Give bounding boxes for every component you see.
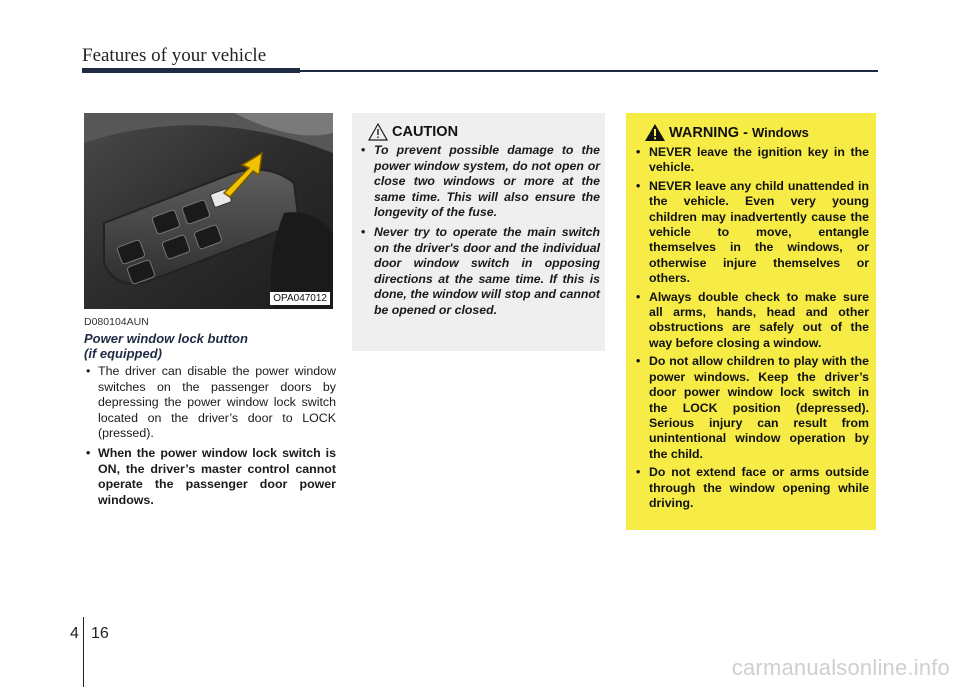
warning-header	[644, 123, 809, 142]
caution-header	[368, 123, 458, 141]
footer-divider	[83, 617, 84, 687]
warning-label: WARNING -	[669, 124, 748, 141]
header-rule-thick	[82, 68, 300, 73]
page-header-title: Features of your vehicle	[82, 45, 267, 66]
list-item: • NEVER leave any child unattended in the vehicle. Even very young children may inadvertently cause the vehicle to move, entangle themselves in the windows, or otherwise injure themselves or others.	[635, 179, 869, 287]
watermark: carmanualsonline.info	[731, 655, 950, 680]
list-item: • Never try to operate the main switch on the driver's door and the individual door window switch in opposing directions at the same time. If this is done, the window will stop and cannot be opened or closed.	[360, 225, 600, 319]
caution-label: CAUTION	[392, 124, 459, 140]
list-item: • To prevent possible damage to the power window system, do not open or close two windows or more at the same time. This will also ensure the longevity of the fuse.	[360, 143, 600, 221]
header-rule-thin	[300, 70, 878, 72]
chapter-number: 4	[70, 625, 79, 642]
caution-bullets	[360, 143, 600, 323]
list-item: • Always double check to make sure all arms, hands, head and other obstructions are safely out of the way before closing a window.	[635, 290, 869, 352]
warning-triangle-icon	[644, 123, 666, 142]
page-number: 16	[91, 625, 109, 642]
list-item: • The driver can disable the power window switches on the passenger doors by depressing the power window lock switch located on the driver’s door to LOCK (pressed).	[84, 364, 336, 442]
caution-triangle-icon	[368, 123, 388, 141]
door-switch-photo	[84, 113, 333, 309]
photo-reference-code: OPA047012	[270, 292, 330, 305]
list-item: • NEVER leave the ignition key in the vehicle.	[635, 145, 869, 176]
section-title-line2: (if equipped)	[84, 346, 162, 361]
caution-box	[352, 113, 605, 351]
warning-box	[626, 113, 876, 530]
list-item: • Do not allow children to play with the power windows. Keep the driver’s door power window lock switch in the LOCK position (depressed). Serious injury can result from unintentional window operation by the child.	[635, 354, 869, 462]
section-title	[84, 331, 334, 361]
section-bullets	[84, 364, 336, 512]
section-code: D080104AUN	[84, 316, 149, 328]
warning-bullets	[635, 145, 869, 514]
list-item: • Do not extend face or arms outside through the window opening while driving.	[635, 465, 869, 511]
door-panel-illustration	[84, 113, 333, 309]
section-title-line1: Power window lock button	[84, 331, 248, 346]
warning-sublabel: Windows	[751, 125, 809, 140]
list-item: • When the power window lock switch is ON, the driver’s master control cannot operate the passenger door power windows.	[84, 446, 336, 508]
